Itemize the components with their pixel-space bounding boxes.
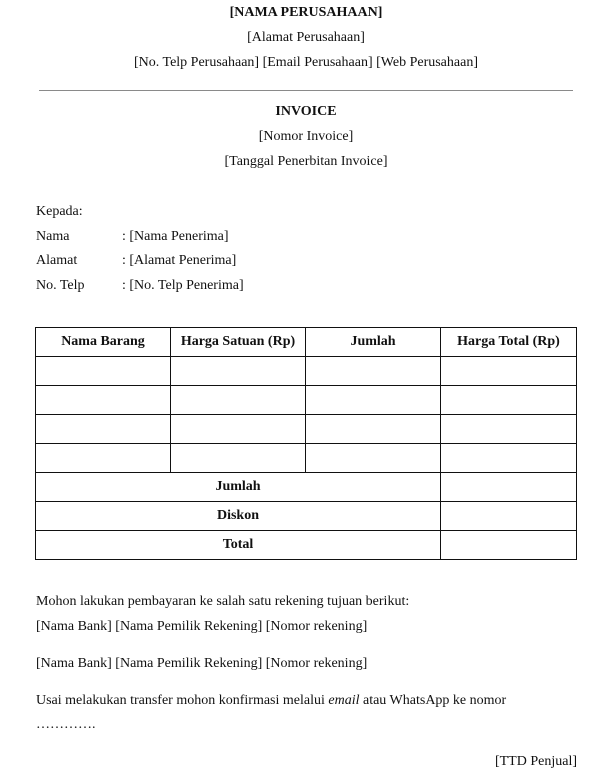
invoice-items-table <box>35 327 577 560</box>
recipient-address-label: Alamat <box>36 253 78 268</box>
column-header-item-name: Nama Barang <box>36 328 171 357</box>
cell-unit-price[interactable] <box>171 386 306 415</box>
table-row <box>36 386 577 415</box>
cell-unit-price[interactable] <box>171 415 306 444</box>
discount-value[interactable] <box>441 502 577 531</box>
subtotal-label: Jumlah <box>36 473 441 502</box>
subtotal-value[interactable] <box>441 473 577 502</box>
confirmation-suffix: atau WhatsApp ke nomor <box>359 693 507 708</box>
cell-quantity[interactable] <box>306 415 441 444</box>
table-row <box>36 357 577 386</box>
table-row <box>36 444 577 473</box>
summary-row-discount <box>36 502 577 531</box>
summary-row-subtotal <box>36 473 577 502</box>
cell-quantity[interactable] <box>306 444 441 473</box>
cell-quantity[interactable] <box>306 357 441 386</box>
company-name: [NAMA PERUSAHAAN] <box>229 5 383 20</box>
column-header-unit-price: Harga Satuan (Rp) <box>171 328 306 357</box>
payment-instruction: Mohon lakukan pembayaran ke salah satu rekening tujuan berikut: <box>36 594 410 609</box>
cell-unit-price[interactable] <box>171 357 306 386</box>
seller-signature: [TTD Penjual] <box>494 754 577 769</box>
bank-account-2: [Nama Bank] [Nama Pemilik Rekening] [Nomor rekening] <box>36 656 368 671</box>
discount-label: Diskon <box>36 502 441 531</box>
summary-row-total <box>36 531 577 560</box>
confirmation-number-placeholder: …………. <box>36 717 96 732</box>
cell-item-name[interactable] <box>36 386 171 415</box>
recipient-name-label: Nama <box>36 229 70 244</box>
column-header-total-price: Harga Total (Rp) <box>441 328 577 357</box>
invoice-title: INVOICE <box>275 104 337 119</box>
cell-unit-price[interactable] <box>171 444 306 473</box>
invoice-date: [Tanggal Penerbitan Invoice] <box>224 154 388 169</box>
cell-item-name[interactable] <box>36 415 171 444</box>
confirmation-text <box>36 693 506 709</box>
cell-total-price[interactable] <box>441 357 577 386</box>
confirmation-email-word: email <box>328 693 360 708</box>
confirmation-prefix: Usai melakukan transfer mohon konfirmasi melalui <box>36 693 329 708</box>
table-header-row <box>36 328 577 357</box>
recipient-name-value: : [Nama Penerima] <box>122 229 229 244</box>
cell-total-price[interactable] <box>441 415 577 444</box>
recipient-address-value: : [Alamat Penerima] <box>122 253 237 268</box>
column-header-quantity: Jumlah <box>306 328 441 357</box>
recipient-phone-label: No. Telp <box>36 278 85 293</box>
invoice-number: [Nomor Invoice] <box>258 129 354 144</box>
bank-account-1: [Nama Bank] [Nama Pemilik Rekening] [Nomor rekening] <box>36 619 368 634</box>
total-value[interactable] <box>441 531 577 560</box>
cell-item-name[interactable] <box>36 357 171 386</box>
cell-total-price[interactable] <box>441 444 577 473</box>
company-contacts: [No. Telp Perusahaan] [Email Perusahaan] [Web Perusahaan] <box>133 55 478 70</box>
cell-total-price[interactable] <box>441 386 577 415</box>
cell-item-name[interactable] <box>36 444 171 473</box>
cell-quantity[interactable] <box>306 386 441 415</box>
table-row <box>36 415 577 444</box>
header-divider <box>39 90 573 91</box>
total-label: Total <box>36 531 441 560</box>
recipient-phone-value: : [No. Telp Penerima] <box>122 278 244 293</box>
company-address: [Alamat Perusahaan] <box>247 30 365 45</box>
recipient-heading: Kepada: <box>36 204 83 219</box>
